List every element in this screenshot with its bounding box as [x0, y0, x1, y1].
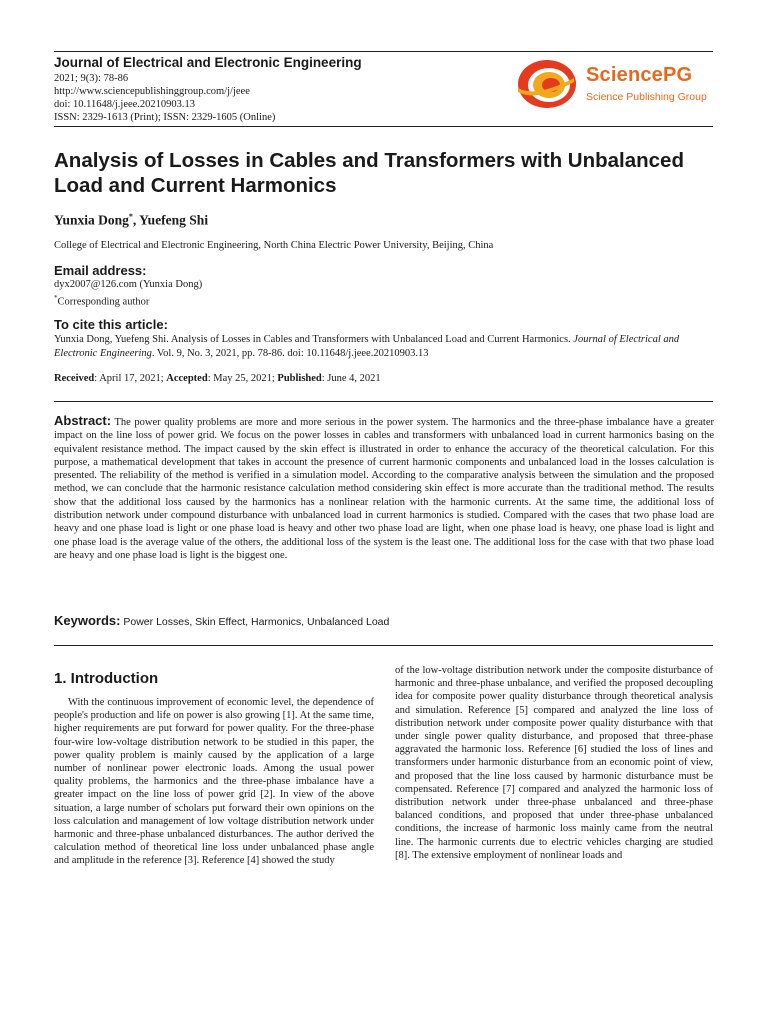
email-heading: Email address: [54, 263, 147, 278]
corresponding-note [54, 292, 149, 309]
affiliation: College of Electrical and Electronic Engineering, North China Electric Power University, Beijing, China [54, 240, 494, 251]
intro-right-column: of the low-voltage distribution network under the composite disturbance of harmonic and three-phase unbalance, and verified the proposed decoupling idea for composite power quality disturbance through theoretical analysis and simulation. Reference [5] compared and analyzed the line loss of distribution network under composite power quality disturbance with that under single power quality disturbance, and proposed that three-phase aggravated the harmonic loss. Reference [6] studied the loss of lines and transformers under harmonic disturbance from an economic point of view, and proposed that the line loss caused by harmonic disturbance must be compensated. Reference [7] compared and analyzed the harmonic loss of distribution network under three-phase unbalanced and three-phase balanced conditions, and proposed that under three-phase unbalanced conditions, the increase of harmonic loss mainly came from the neutral line. The harmonic currents due to electric vehicles charging are studied [8]. The extensive employment of nonlinear loads and [395, 665, 713, 861]
keywords-text: Power Losses, Skin Effect, Harmonics, Unbalanced Load [120, 616, 390, 628]
article-dates [54, 373, 381, 384]
intro-left-column: With the continuous improvement of economic level, the dependence of people's production and life on power is also growing [1]. At the same time, higher requirements are put forward for power quality. For the three-phase four-wire low-voltage distribution network to be studied in this paper, the power quality problem is mainly caused by the application of a large number of nonlinear power electronic loads. Among the usual power quality problems, the harmonics and the three-phase imbalance have a greater impact on the line loss of power grid [2]. In view of the above situation, a large number of scholars put forward their own opinions on the loss calculation and management of low voltage distribution network under harmonic and three-phase unbalanced disturbances. The author derived the calculation method of theoretical line loss under unbalanced phase angle and amplitude in the reference [3]. Reference [4] showed the study [54, 697, 374, 867]
keywords-label: Keywords: [54, 613, 121, 628]
abstract-label: Abstract: [54, 413, 112, 428]
citation-tail: . Vol. 9, No. 3, 2021, pp. 78-86. doi: 10.11648/j.jeee.20210903.13 [151, 348, 429, 359]
corresponding-note-mark: * [54, 294, 58, 302]
abstract-bottom-rule [54, 645, 713, 646]
author-rest: , Yuefeng Shi [132, 212, 209, 228]
citation-journal: Journal of Electrical and Electronic Engineering [54, 334, 680, 359]
email-address[interactable]: dyx2007@126.com (Yunxia Dong) [54, 279, 203, 290]
keywords [54, 613, 389, 628]
citation-plain: Yunxia Dong, Yuefeng Shi. Analysis of Losses in Cables and Transformers with Unbalanced Load and Current Harmonics. [54, 334, 574, 345]
section-heading-introduction: 1. Introduction [54, 670, 159, 687]
sciencepg-logo [516, 58, 716, 110]
citation [54, 333, 694, 361]
top-rule [54, 51, 713, 52]
corresponding-note-text: Corresponding author [57, 296, 150, 308]
abstract-text: The power quality problems are more and more serious in the power system. The harmonics and the three-phase imbalance have a greater impact on the line loss of power grid. We focus on the power losses in cables and transformers with unbalanced load in current harmonics basing on the equivalent resistance method. The impact caused by the skin effect is illustrated in order to enhance the accuracy of the theoretical calculation. For this purpose, a mathematical development that takes in account the presence of current harmonic components and unbalanced load in the losses calculation is presented. The reliability of the method is verified in a simulation model. According to the comparative analysis between the simulation and the proposed method, we can conclude that the harmonic resistance calculation method considering skin effect is more accurate than the traditional method. The results show that the additional loss caused by the harmonics has a nonlinear relation with the harmonic currents. At the same time, the additional loss of distribution network under compound disturbance with unbalanced load in current harmonics is studied. Compared with the cases that two phase load are heavy and one phase load is light or one phase load is heavy and other two phase load are light, when one phase load is heavy, one phase load is light and one phase load is the average value of the others, the additional loss of the system is the least one. The additional loss for the case with that two phase load are heavy and one phase load is light is the biggest one. [54, 417, 714, 561]
received-date: : April 17, 2021; [94, 373, 167, 384]
cite-heading: To cite this article: [54, 317, 168, 332]
accepted-label: Accepted [166, 373, 208, 384]
published-label: Published [277, 373, 322, 384]
corresponding-mark: * [128, 212, 133, 221]
published-date: : June 4, 2021 [321, 373, 381, 384]
abstract-top-rule [54, 401, 713, 402]
journal-issn: ISSN: 2329-1613 (Print); ISSN: 2329-1605 (Online) [54, 112, 276, 123]
author-first: Yunxia Dong [54, 212, 129, 228]
article-title: Analysis of Losses in Cables and Transformers with Unbalanced Load and Current Harmonics [54, 149, 684, 197]
logo-subtitle: Science Publishing Group [586, 91, 707, 103]
author-list [54, 212, 208, 229]
sciencepg-logo-icon [516, 58, 578, 110]
abstract [54, 414, 714, 562]
journal-name: Journal of Electrical and Electronic Engineering [54, 55, 362, 70]
header-rule [54, 126, 713, 127]
received-label: Received [54, 373, 95, 384]
logo-brand: SciencePG [586, 64, 693, 86]
accepted-date: : May 25, 2021; [207, 373, 278, 384]
journal-header [54, 55, 494, 124]
volume-pages: 2021; 9(3): 78-86 [54, 73, 129, 84]
journal-doi: doi: 10.11648/j.jeee.20210903.13 [54, 99, 196, 110]
journal-url[interactable]: http://www.sciencepublishinggroup.com/j/jeee [54, 86, 250, 97]
